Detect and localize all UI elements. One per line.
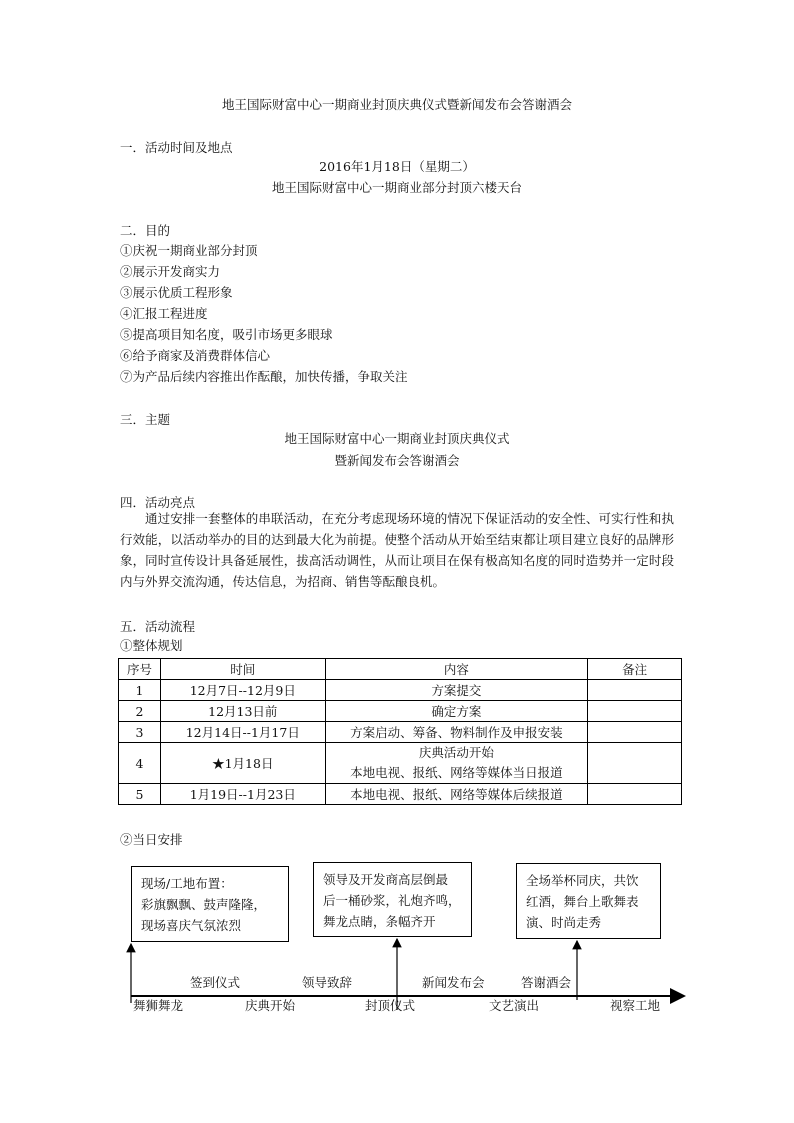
cell: 5 — [119, 784, 161, 805]
cell: 1月19日--1月23日 — [160, 784, 325, 805]
cell: 方案启动、筹备、物料制作及申报安装 — [325, 722, 588, 743]
timeline-label-below: 视察工地 — [610, 998, 661, 1013]
box-line: 彩旗飘飘、鼓声隆隆， — [141, 897, 267, 912]
header-cell: 时间 — [160, 659, 325, 680]
purpose-item: ②展示开发商实力 — [120, 264, 221, 279]
box-line: 领导及开发商高层倒最 — [323, 872, 449, 887]
purpose-item: ⑤提高项目知名度，吸引市场更多眼球 — [120, 327, 333, 342]
purpose-item: ④汇报工程进度 — [120, 306, 208, 321]
theme-line-1: 地王国际财富中心一期商业封顶庆典仪式 — [284, 431, 510, 446]
timeline-box — [313, 862, 472, 937]
event-date: 2016年1月18日（星期二） — [319, 159, 475, 174]
timeline-label-above: 领导致辞 — [302, 975, 353, 990]
document-title: 地王国际财富中心一期商业封顶庆典仪式暨新闻发布会答谢酒会 — [221, 97, 572, 112]
box-line: 全场举杯同庆，共饮 — [526, 873, 639, 888]
box-line: 演、时尚走秀 — [526, 915, 602, 930]
cell: 方案提交 — [325, 680, 588, 701]
section-1-heading: 一．活动时间及地点 — [120, 140, 233, 155]
timeline-label-above: 新闻发布会 — [422, 975, 485, 990]
cell: 3 — [119, 722, 161, 743]
timeline-label-above: 签到仪式 — [190, 975, 241, 990]
timeline-label-below: 文艺演出 — [489, 998, 540, 1013]
event-venue: 地王国际财富中心一期商业部分封顶六楼天台 — [271, 180, 522, 195]
day-schedule-heading: ②当日安排 — [120, 832, 183, 847]
timeline-label-below: 封顶仪式 — [365, 998, 416, 1013]
header-cell: 备注 — [588, 659, 682, 680]
highlights-paragraph: 通过安排一套整体的串联活动，在充分考虑现场环境的情况下保证活动的安全性、可实行性和执行效能，以活动举办的目的达到最大化为前提。使整个活动从开始至结束都让项目建立良好的品牌形象，同时宣传设计具备延展性，拔高活动调性，从而让项目在保有极高知名度的同时造势并一定时段内与外界交流沟通，传达信息，为招商、销售等酝酿良机。 — [120, 511, 674, 589]
theme-line-2: 暨新闻发布会答谢酒会 — [334, 453, 460, 468]
cell: 确定方案 — [325, 701, 588, 722]
box-line: 舞龙点睛，条幅齐开 — [323, 914, 436, 929]
cell: 12月7日--12月9日 — [160, 680, 325, 701]
cell: 4 — [119, 743, 161, 784]
overall-plan-heading: ①整体规划 — [120, 638, 183, 653]
timeline-box — [516, 863, 661, 939]
box-line: 现场/工地布置： — [141, 876, 233, 891]
purpose-item: ①庆祝一期商业部分封顶 — [120, 243, 258, 258]
header-cell: 内容 — [325, 659, 588, 680]
timeline-box — [131, 866, 289, 942]
header-cell: 序号 — [119, 659, 161, 680]
box-line: 现场喜庆气氛浓烈 — [141, 918, 242, 933]
box-line: 后一桶砂浆，礼炮齐鸣， — [323, 893, 461, 908]
purpose-item: ⑦为产品后续内容推出作酝酿，加快传播，争取关注 — [120, 369, 408, 384]
cell: 本地电视、报纸、网络等媒体后续报道 — [325, 784, 588, 805]
cell: 1 — [119, 680, 161, 701]
section-2-heading: 二．目的 — [120, 223, 171, 238]
timeline-label-below: 舞狮舞龙 — [133, 998, 184, 1013]
timeline-label-below: 庆典开始 — [245, 998, 296, 1013]
section-4-heading: 四．活动亮点 — [120, 495, 196, 510]
section-5-heading: 五．活动流程 — [120, 619, 196, 634]
cell: ★1月18日 — [160, 743, 325, 784]
cell: 庆典活动开始 本地电视、报纸、网络等媒体当日报道 — [325, 743, 588, 784]
cell: 2 — [119, 701, 161, 722]
purpose-item: ③展示优质工程形象 — [120, 285, 233, 300]
timeline-label-above: 答谢酒会 — [521, 975, 572, 990]
cell: 12月14日--1月17日 — [160, 722, 325, 743]
box-line: 红酒，舞台上歌舞表 — [526, 894, 639, 909]
purpose-item: ⑥给予商家及消费群体信心 — [120, 348, 271, 363]
cell: 12月13日前 — [160, 701, 325, 722]
section-3-heading: 三．主题 — [120, 412, 171, 427]
